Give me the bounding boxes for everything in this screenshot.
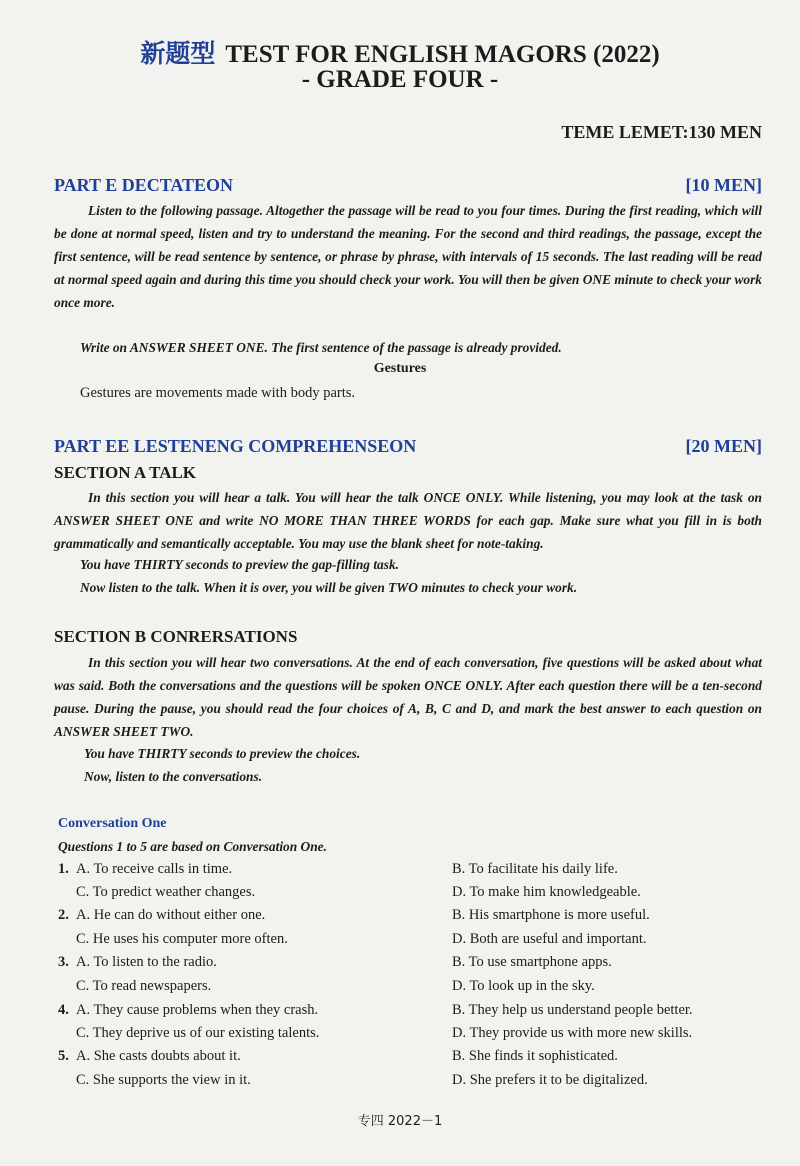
question-number: 2. xyxy=(58,907,69,923)
part1-heading: PART E DECTATEON xyxy=(54,175,234,195)
grade-subtitle: - GRADE FOUR - xyxy=(301,66,499,93)
option-d: D. To look up in the sky. xyxy=(452,978,595,994)
part1-instructions-text: Listen to the following passage. Altogether the passage will be read to you four times. During the first reading, which will be done at normal speed, listen and try to understand the meaning. For the second and third readings, the passage, except the first sentence, will be read sentence by sentence, or phrase by phrase, with intervals of 15 seconds. The last reading will be read at normal speed again and during this time you should check your work. You will then be given ONE minute to check your work once more. xyxy=(54,203,762,310)
part1-points: [10 MEN] xyxy=(685,175,762,195)
passage-first-sentence: Gestures are movements made with body parts. xyxy=(80,385,356,401)
time-limit: TEME LEMET:130 MEN xyxy=(561,122,762,142)
page-footer: 专四 2022－1 xyxy=(357,1114,443,1129)
passage-title: Gestures xyxy=(373,361,427,376)
question-number: 4. xyxy=(58,1002,69,1018)
option-b: B. To facilitate his daily life. xyxy=(452,861,618,877)
question-row xyxy=(58,1048,758,1071)
option-d: D. To make him knowledgeable. xyxy=(452,884,641,900)
exam-title xyxy=(0,34,800,70)
part2-heading: PART EE LESTENENG COMPREHENSEON xyxy=(54,436,417,456)
option-a: A. She casts doubts about it. xyxy=(76,1048,241,1064)
option-b: B. To use smartphone apps. xyxy=(452,954,612,970)
section-a-heading: SECTION A TALK xyxy=(54,463,197,482)
question-row xyxy=(58,1002,758,1025)
question-row xyxy=(58,1025,758,1048)
question-row xyxy=(58,884,758,907)
option-c: C. To predict weather changes. xyxy=(76,884,256,900)
question-row xyxy=(58,1072,758,1095)
section-b-listen-line: Now, listen to the conversations. xyxy=(84,769,263,784)
option-c: C. He uses his computer more often. xyxy=(76,931,288,947)
part1-heading-row xyxy=(54,175,762,196)
option-d: D. She prefers it to be digitalized. xyxy=(452,1072,648,1088)
new-format-tag: 新题型 xyxy=(140,41,216,68)
section-a-instructions-text: In this section you will hear a talk. You will hear the talk ONCE ONLY. While listening, you may look at the task on ANSWER SHEET ONE and write NO MORE THAN THREE WORDS for each gap. Make sure what you fill in is both grammatically and semantically acceptable. You may use the blank sheet for note-taking. xyxy=(54,490,762,551)
question-number: 1. xyxy=(58,861,69,877)
option-a: A. He can do without either one. xyxy=(76,907,266,923)
section-a-instructions xyxy=(54,486,762,555)
conversation-one-intro: Questions 1 to 5 are based on Conversation One. xyxy=(58,839,327,854)
question-number: 3. xyxy=(58,954,69,970)
question-row xyxy=(58,861,758,884)
option-b: B. His smartphone is more useful. xyxy=(452,907,650,923)
question-row xyxy=(58,954,758,977)
question-row xyxy=(58,931,758,954)
option-a: A. They cause problems when they crash. xyxy=(76,1002,319,1018)
option-c: C. They deprive us of our existing talents. xyxy=(76,1025,320,1041)
option-b: B. She finds it sophisticated. xyxy=(452,1048,618,1064)
option-d: D. They provide us with more new skills. xyxy=(452,1025,693,1041)
part2-points: [20 MEN] xyxy=(685,436,762,456)
conversation-one-heading: Conversation One xyxy=(58,816,167,831)
option-d: D. Both are useful and important. xyxy=(452,931,647,947)
section-b-heading: SECTION B CONRERSATIONS xyxy=(54,627,298,646)
option-c: C. To read newspapers. xyxy=(76,978,212,994)
section-a-listen-line: Now listen to the talk. When it is over, you will be given TWO minutes to check your work. xyxy=(80,580,578,595)
question-row xyxy=(58,978,758,1001)
option-b: B. They help us understand people better. xyxy=(452,1002,693,1018)
section-b-instructions xyxy=(54,651,762,743)
option-a: A. To listen to the radio. xyxy=(76,954,217,970)
exam-title-text: TEST FOR ENGLISH MAGORS (2022) xyxy=(225,41,660,68)
part1-instructions xyxy=(54,199,762,314)
option-a: A. To receive calls in time. xyxy=(76,861,233,877)
section-b-instructions-text: In this section you will hear two conversations. At the end of each conversation, five questions will be asked about what was said. Both the conversations and the questions will be spoken ONCE ONLY. After each question there will be a ten-second pause. During the pause, you should read the four choices of A, B, C and D, and mark the best answer to each question on ANSWER SHEET TWO. xyxy=(54,655,762,739)
question-row xyxy=(58,907,758,930)
section-a-preview-line: You have THIRTY seconds to preview the gap-filling task. xyxy=(80,557,400,572)
part1-write-on: Write on ANSWER SHEET ONE. The first sentence of the passage is already provided. xyxy=(80,340,562,355)
question-number: 5. xyxy=(58,1048,69,1064)
part2-heading-row xyxy=(54,436,762,457)
option-c: C. She supports the view in it. xyxy=(76,1072,251,1088)
section-b-preview-line: You have THIRTY seconds to preview the choices. xyxy=(84,746,361,761)
